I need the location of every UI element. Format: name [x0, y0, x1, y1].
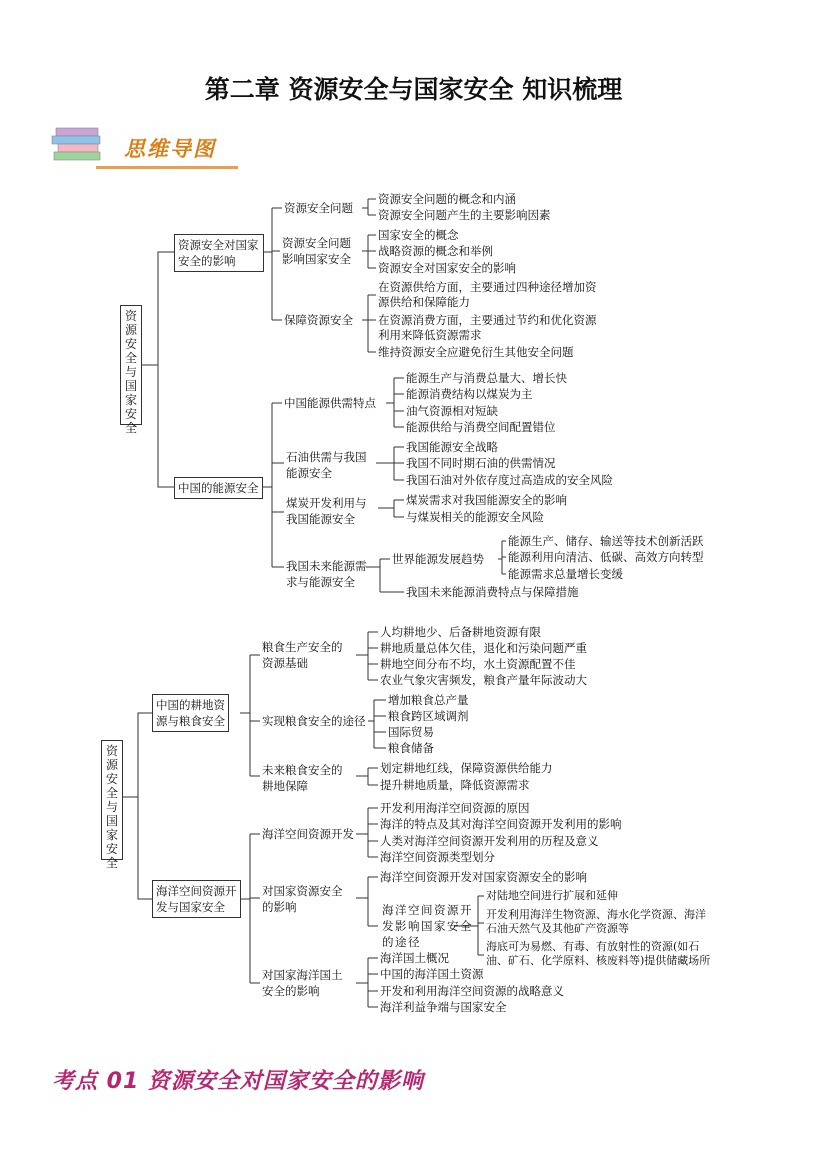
map2-b2-s3-i1: 海洋国土概况 [380, 951, 449, 965]
map1-b2-s3a: 煤炭开发利用与 [286, 496, 367, 510]
map2-b2-s2b: 的影响 [262, 900, 297, 914]
map1-b1-s1-i1: 资源安全问题的概念和内涵 [378, 192, 516, 206]
branch-label-a: 中国的耕地资 [156, 698, 225, 712]
map2-b1-s1-i3: 耕地空间分布不均，水土资源配置不佳 [380, 657, 576, 671]
kaodian-heading: 考点 01 资源安全对国家安全的影响 [52, 1069, 424, 1094]
map1-b2-s2b: 能源安全 [286, 466, 332, 480]
map1-b1-s3: 保障资源安全 [284, 313, 353, 327]
map2-b1-s3-i2: 提升耕地质量，降低资源需求 [380, 778, 530, 792]
map2-b1-s3b: 耕地保障 [262, 779, 308, 793]
map1-b1-s2a: 资源安全问题 [282, 236, 351, 250]
map1-b1-s2-i1: 国家安全的概念 [378, 228, 459, 242]
map2-b2-s1-i1: 开发利用海洋空间资源的原因 [380, 801, 530, 815]
map2-b2-s3b: 安全的影响 [262, 984, 320, 998]
branch-label: 中国的能源安全 [178, 481, 259, 495]
map1-b2-s2a: 石油供需与我国 [286, 450, 367, 464]
map1-b2-s4-t1: 世界能源发展趋势 [392, 552, 484, 566]
map1-b1-s3-i1b: 源供给和保障能力 [378, 295, 470, 309]
map1-b2-s2-i2: 我国不同时期石油的供需情况 [406, 456, 556, 470]
map2-b2-s2-t2-i2b: 石油天然气及其他矿产资源等 [486, 922, 629, 935]
map1-b1-s3-i2b: 利用来降低资源需求 [378, 328, 482, 342]
map2-b2-s1-i2: 海洋的特点及其对海洋空间资源开发利用的影响 [380, 817, 622, 831]
map1-branch-energy-security [174, 477, 263, 499]
map2-branch-ocean [152, 880, 241, 918]
map1-b2-s2-i1: 我国能源安全战略 [406, 440, 498, 454]
map1-b2-s1-i3: 油气资源相对短缺 [406, 404, 498, 418]
map1-b2-s2-i3: 我国石油对外依存度过高造成的安全风险 [406, 473, 613, 487]
map2-b1-s2: 实现粮食安全的途径 [262, 714, 366, 728]
map1-b1-s1-i2: 资源安全问题产生的主要影响因素 [378, 208, 551, 222]
map2-b2-s2-t2-i1: 对陆地空间进行扩展和延伸 [486, 889, 618, 902]
map1-root: 资源安全与国家安全 [120, 305, 142, 425]
map2-b2-s1-i4: 海洋空间资源类型划分 [380, 850, 495, 864]
map2-b1-s2-i3: 国际贸易 [388, 725, 434, 739]
branch-label-a: 海洋空间资源开 [156, 884, 237, 898]
branch-label-b: 源与粮食安全 [156, 714, 225, 728]
map2-b2-s3-i4: 海洋利益争端与国家安全 [380, 1000, 507, 1014]
map2-b2-s2-t2c: 的途径 [382, 935, 421, 949]
map2-b2-s2a: 对国家资源安全 [262, 884, 343, 898]
map2-b2-s3-i3: 开发和利用海洋空间资源的战略意义 [380, 984, 564, 998]
map2-branch-farmland [152, 694, 229, 732]
map2-b1-s3-i1: 划定耕地红线，保障资源供给能力 [380, 761, 553, 775]
mind-map-label: 思维导图 [124, 137, 216, 161]
page-title: 第二章 资源安全与国家安全 知识梳理 [204, 75, 623, 104]
map1-b2-s1: 中国能源供需特点 [284, 396, 376, 410]
map1-b2-s1-i1: 能源生产与消费总量大、增长快 [406, 371, 567, 385]
map2-b2-s2-t2-i3b: 油、矿石、化学原料、核废料等)提供储藏场所 [486, 954, 711, 967]
map1-b2-s4-i2: 我国未来能源消费特点与保障措施 [406, 585, 579, 599]
map1-b2-s1-i2: 能源消费结构以煤炭为主 [406, 387, 533, 401]
map2-b2-s2-t2-i3a: 海底可为易燃、有毒、有放射性的资源(如石 [486, 940, 700, 953]
map2-b2-s1: 海洋空间资源开发 [262, 827, 354, 841]
map2-b1-s3a: 未来粮食安全的 [262, 763, 343, 777]
map2-b1-s2-i4: 粮食储备 [388, 741, 434, 755]
map2-b2-s2-t2-i2a: 开发利用海洋生物资源、海水化学资源、海洋 [486, 908, 706, 921]
map2-b1-s2-i2: 粮食跨区域调剂 [388, 709, 469, 723]
map1-b1-s3-i1a: 在资源供给方面，主要通过四种途径增加资 [378, 280, 597, 294]
map1-b1-s2-i3: 资源安全对国家安全的影响 [378, 261, 516, 275]
map1-branch-resource-impact [174, 234, 264, 272]
map1-b2-s4a: 我国未来能源需 [286, 559, 367, 573]
map1-b1-s3-i3: 维持资源安全应避免衍生其他安全问题 [378, 345, 574, 359]
map2-b2-s3-i2: 中国的海洋国土资源 [380, 967, 484, 981]
map2-root: 资源安全与国家安全 [101, 740, 123, 860]
map1-b2-s4-t1-i3: 能源需求总量增长变缓 [508, 567, 623, 581]
branch-label-b: 发与国家安全 [156, 900, 225, 914]
map2-b2-s2-t2b: 发影响国家安全 [382, 919, 473, 933]
map2-b1-s1-i4: 农业气象灾害频发，粮食产量年际波动大 [380, 673, 587, 687]
map2-b1-s1-i1: 人均耕地少、后备耕地资源有限 [380, 625, 541, 639]
map1-b1-s2b: 影响国家安全 [282, 252, 351, 266]
map1-b2-s1-i4: 能源供给与消费空间配置错位 [406, 420, 556, 434]
map1-b2-s3b: 我国能源安全 [286, 512, 355, 526]
map2-b2-s3a: 对国家海洋国土 [262, 968, 343, 982]
map1-b1-s1: 资源安全问题 [284, 201, 353, 215]
map2-b1-s1-i2: 耕地质量总体欠佳，退化和污染问题严重 [380, 641, 587, 655]
map2-b2-s2-i1: 海洋空间资源开发对国家资源安全的影响 [380, 870, 587, 884]
map2-b1-s1a: 粮食生产安全的 [262, 640, 343, 654]
map2-b1-s2-i1: 增加粮食总产量 [388, 693, 469, 707]
branch-label: 资源安全对国家安全的影响 [178, 238, 259, 268]
map1-b2-s4b: 求与能源安全 [286, 575, 355, 589]
map1-b1-s3-i2a: 在资源消费方面，主要通过节约和优化资源 [378, 313, 597, 327]
map1-b1-s2-i2: 战略资源的概念和举例 [378, 244, 493, 258]
map2-b2-s2-t2a: 海洋空间资源开 [382, 903, 473, 917]
map2-b1-s1b: 资源基础 [262, 656, 308, 670]
map1-b2-s3-i1: 煤炭需求对我国能源安全的影响 [406, 493, 567, 507]
map2-b2-s1-i3: 人类对海洋空间资源开发利用的历程及意义 [380, 834, 599, 848]
map1-b2-s4-t1-i2: 能源利用向清洁、低碳、高效方向转型 [508, 550, 704, 564]
map1-b2-s3-i2: 与煤炭相关的能源安全风险 [406, 510, 544, 524]
map1-b2-s4-t1-i1: 能源生产、储存、输送等技术创新活跃 [508, 534, 704, 548]
